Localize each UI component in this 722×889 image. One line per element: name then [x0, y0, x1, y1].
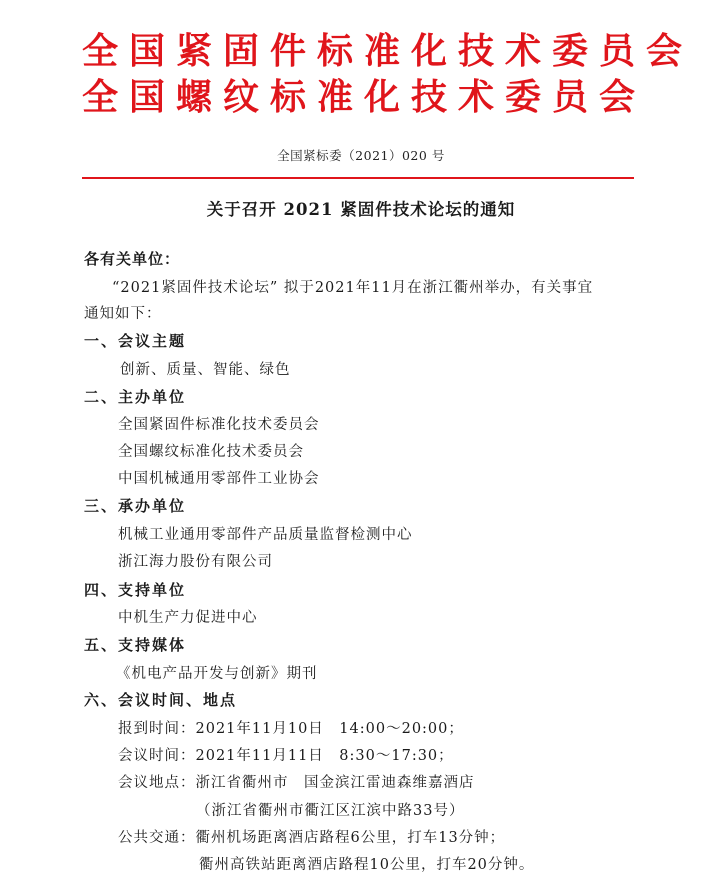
section-heading-supporters: 四、支持单位 — [84, 581, 187, 599]
section-heading-theme: 一、会议主题 — [84, 332, 187, 350]
notice-title: 关于召开 2021 紧固件技术论坛的通知 — [206, 200, 516, 219]
transport-airport: 公共交通：衢州机场距离酒店路程6公里，打车13分钟； — [118, 830, 506, 846]
document-number: 全国紧标委（2021）020 号 — [277, 148, 445, 163]
organizer-item: 全国紧固件标准化技术委员会 — [118, 417, 320, 433]
section-heading-media: 五、支持媒体 — [84, 636, 187, 654]
section-heading-hosts: 三、承办单位 — [84, 497, 187, 515]
addressee: 各有关单位： — [84, 250, 181, 268]
section-heading-time-place: 六、会议时间、地点 — [84, 691, 238, 709]
intro-paragraph-line-2: 通知如下： — [84, 306, 162, 322]
host-item: 浙江海力股份有限公司 — [118, 554, 273, 570]
transport-railway: 衢州高铁站距离酒店路程10公里，打车20分钟。 — [199, 857, 535, 873]
organizer-item: 中国机械通用零部件工业协会 — [118, 471, 320, 487]
header-divider — [82, 177, 634, 179]
organizer-item: 全国螺纹标准化技术委员会 — [118, 444, 304, 460]
meeting-time: 会议时间：2021年11月11日 8:30～17:30； — [118, 748, 454, 764]
theme-item: 创新、质量、智能、绿色 — [120, 362, 291, 378]
intro-paragraph-line-1: “2021紧固件技术论坛” 拟于2021年11月在浙江衢州举办，有关事宜 — [112, 280, 594, 296]
registration-time: 报到时间：2021年11月10日 14:00～20:00； — [118, 721, 464, 737]
org-name-fasteners: 全国紧固件标准化技术委员会 — [82, 30, 694, 72]
section-heading-organizers: 二、主办单位 — [84, 388, 187, 406]
organization-header — [82, 28, 694, 120]
media-item: 《机电产品开发与创新》期刊 — [116, 666, 318, 682]
meeting-venue: 会议地点：浙江省衢州市 国金滨江雷迪森维嘉酒店 — [118, 775, 475, 791]
org-name-threads: 全国螺纹标准化技术委员会 — [82, 76, 647, 118]
venue-address: （浙江省衢州市衢江区江滨中路33号） — [196, 803, 465, 819]
host-item: 机械工业通用零部件产品质量监督检测中心 — [118, 527, 413, 543]
supporter-item: 中机生产力促进中心 — [118, 610, 258, 626]
